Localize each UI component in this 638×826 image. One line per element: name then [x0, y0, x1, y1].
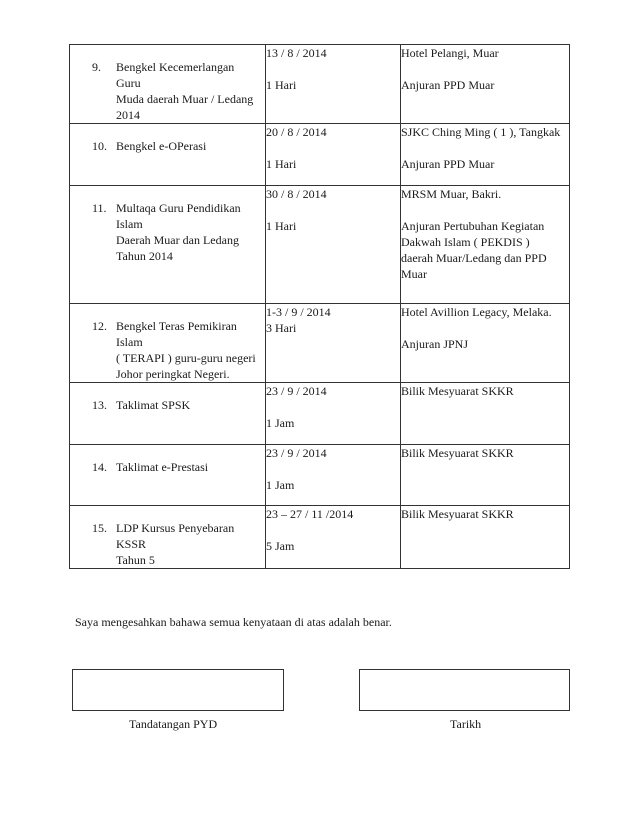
row-number: 14. — [92, 460, 107, 474]
activity-venue: SJKC Ching Ming ( 1 ), Tangkak — [401, 125, 561, 139]
activity-date: 23 / 9 / 2014 — [266, 446, 327, 460]
date-cell — [266, 506, 401, 569]
activity-date: 13 / 8 / 2014 — [266, 46, 327, 60]
date-box[interactable] — [359, 669, 570, 711]
table-row — [70, 124, 570, 186]
activity-organizer: Anjuran Pertubuhan Kegiatan Dakwah Islam ( PEKDIS ) daerah Muar/Ledang dan PPD Muar — [401, 219, 547, 281]
row-number: 10. — [92, 139, 107, 153]
activity-duration: 5 Jam — [266, 539, 295, 553]
activity-duration: 1 Jam — [266, 416, 295, 430]
venue-cell — [401, 124, 570, 186]
signature-box[interactable] — [72, 669, 284, 711]
date-label: Tarikh — [450, 717, 482, 731]
activity-organizer: Anjuran JPNJ — [401, 337, 469, 351]
activity-name: Bengkel Kecemerlangan Guru Muda daerah Muar / Ledang 2014 — [116, 60, 254, 122]
activity-cell — [70, 506, 266, 569]
activity-name: Bengkel e-OPerasi — [116, 139, 207, 153]
activity-cell — [70, 304, 266, 383]
table-row — [70, 506, 570, 569]
activity-name: Bengkel Teras Pemikiran Islam ( TERAPI ) guru-guru negeri Johor peringkat Negeri. — [116, 319, 256, 381]
venue-cell — [401, 45, 570, 124]
activity-venue: Bilik Mesyuarat SKKR — [401, 507, 514, 521]
activity-duration: 1 Hari — [266, 78, 297, 92]
activity-cell — [70, 124, 266, 186]
activities-table-body — [70, 45, 570, 569]
verification-statement: Saya mengesahkan bahawa semua kenyataan di atas adalah benar. — [75, 615, 392, 629]
activity-venue: MRSM Muar, Bakri. — [401, 187, 502, 201]
date-cell — [266, 304, 401, 383]
activity-organizer: Anjuran PPD Muar — [401, 157, 495, 171]
row-number: 9. — [92, 60, 101, 74]
date-cell — [266, 124, 401, 186]
activity-organizer: Anjuran PPD Muar — [401, 78, 495, 92]
venue-cell — [401, 445, 570, 506]
activity-date: 20 / 8 / 2014 — [266, 125, 327, 139]
activity-cell — [70, 445, 266, 506]
date-cell — [266, 45, 401, 124]
row-number: 11. — [92, 201, 107, 215]
activity-date: 30 / 8 / 2014 — [266, 187, 327, 201]
venue-cell — [401, 506, 570, 569]
row-number: 12. — [92, 319, 107, 333]
row-number: 13. — [92, 398, 107, 412]
activity-name: LDP Kursus Penyebaran KSSR Tahun 5 — [116, 521, 235, 567]
activity-duration: 3 Hari — [266, 321, 297, 335]
activity-date: 1-3 / 9 / 2014 — [266, 305, 331, 319]
activity-cell — [70, 383, 266, 445]
table-row — [70, 186, 570, 304]
date-cell — [266, 186, 401, 304]
venue-cell — [401, 186, 570, 304]
activity-duration: 1 Jam — [266, 478, 295, 492]
activity-venue: Bilik Mesyuarat SKKR — [401, 446, 514, 460]
activity-date: 23 – 27 / 11 /2014 — [266, 507, 354, 521]
activity-name: Multaqa Guru Pendidikan Islam Daerah Muar dan Ledang Tahun 2014 — [116, 201, 241, 263]
signature-label: Tandatangan PYD — [129, 717, 218, 731]
table-row — [70, 304, 570, 383]
table-row — [70, 383, 570, 445]
table-row — [70, 45, 570, 124]
venue-cell — [401, 304, 570, 383]
activity-duration: 1 Hari — [266, 219, 297, 233]
activity-venue: Hotel Avillion Legacy, Melaka. — [401, 305, 552, 319]
activity-name: Taklimat e-Prestasi — [116, 460, 209, 474]
activity-cell — [70, 45, 266, 124]
venue-cell — [401, 383, 570, 445]
activity-cell — [70, 186, 266, 304]
date-cell — [266, 383, 401, 445]
date-cell — [266, 445, 401, 506]
activity-venue: Bilik Mesyuarat SKKR — [401, 384, 514, 398]
activities-table — [69, 44, 570, 569]
activity-name: Taklimat SPSK — [116, 398, 191, 412]
activity-duration: 1 Hari — [266, 157, 297, 171]
row-number: 15. — [92, 521, 107, 535]
table-row — [70, 445, 570, 506]
activity-venue: Hotel Pelangi, Muar — [401, 46, 499, 60]
activity-date: 23 / 9 / 2014 — [266, 384, 327, 398]
